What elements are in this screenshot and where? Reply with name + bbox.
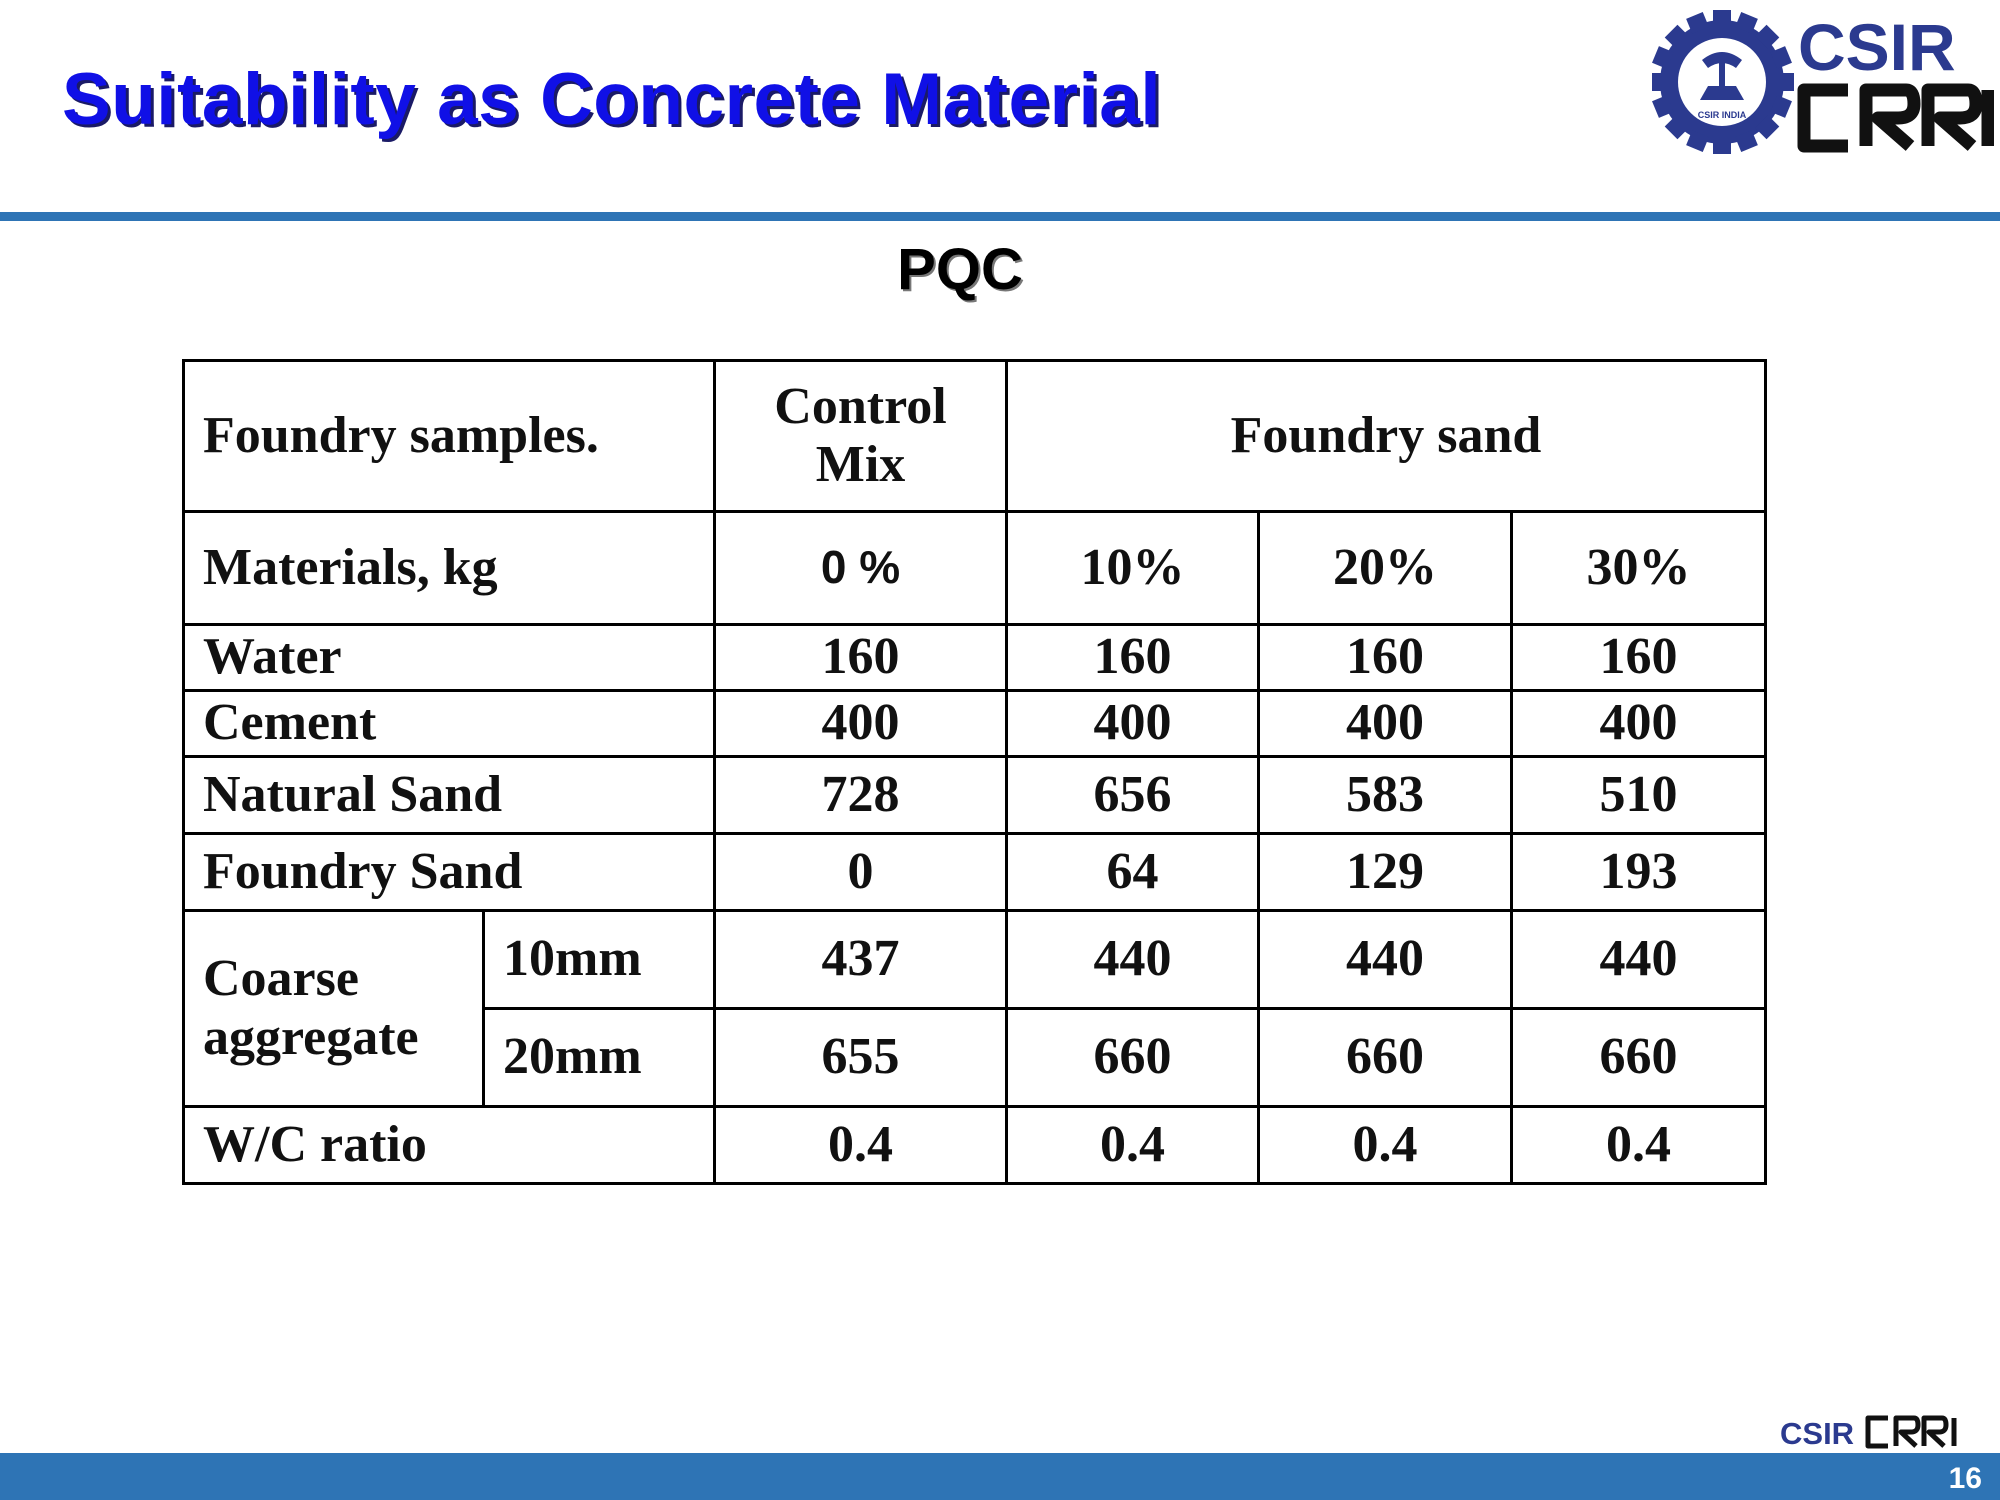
- value-cell: 660: [1512, 1009, 1766, 1107]
- table-heading: PQC: [897, 237, 1023, 302]
- value-cell: 0.4: [1512, 1107, 1766, 1184]
- value-cell: 160: [1007, 625, 1259, 691]
- row-label-cell: W/C ratio: [184, 1107, 715, 1184]
- table-row-wc-ratio: [184, 1107, 1766, 1184]
- table-row-coarse-10mm: [184, 911, 1766, 1009]
- value-cell: 655: [715, 1009, 1007, 1107]
- value-cell: 583: [1259, 757, 1512, 834]
- value-cell: 193: [1512, 834, 1766, 911]
- header-divider: [0, 212, 2000, 221]
- svg-text:CSIR: CSIR: [1780, 1416, 1855, 1451]
- mix-design-table: [182, 359, 1767, 1185]
- csir-gear-seal-icon: [1652, 10, 1794, 154]
- value-cell: 160: [1259, 625, 1512, 691]
- csir-crri-logo-graphic: [1652, 8, 1994, 154]
- size-label-cell: 20mm: [484, 1009, 715, 1107]
- value-cell: 0.4: [1007, 1107, 1259, 1184]
- value-cell: 437: [715, 911, 1007, 1009]
- footer-bar: [0, 1453, 2000, 1500]
- materials-row: [184, 512, 1766, 625]
- row-label-cell: Cement: [184, 691, 715, 757]
- coarse-aggregate-label-cell: Coarse aggregate: [184, 911, 484, 1107]
- table-row-water: [184, 625, 1766, 691]
- table-header-row: [184, 361, 1766, 512]
- crri-wordmark-icon: [1804, 90, 1988, 146]
- footer-csir-crri-logo: [1780, 1410, 1966, 1452]
- foundry-sand-header-cell: Foundry sand: [1007, 361, 1766, 512]
- table-row-cement: [184, 691, 1766, 757]
- percent-cell: 10%: [1007, 512, 1259, 625]
- control-mix-header-cell: Control Mix: [715, 361, 1007, 512]
- value-cell: 129: [1259, 834, 1512, 911]
- size-label-cell: 10mm: [484, 911, 715, 1009]
- footer-crri-wordmark-icon: [1868, 1418, 1954, 1446]
- row-label-cell: Natural Sand: [184, 757, 715, 834]
- value-cell: 400: [1259, 691, 1512, 757]
- value-cell: 400: [1007, 691, 1259, 757]
- value-cell: 440: [1259, 911, 1512, 1009]
- row-label-cell: Water: [184, 625, 715, 691]
- materials-label-cell: Materials, kg: [184, 512, 715, 625]
- value-cell: 656: [1007, 757, 1259, 834]
- samples-header-cell: Foundry samples.: [184, 361, 715, 512]
- value-cell: 660: [1259, 1009, 1512, 1107]
- value-cell: 64: [1007, 834, 1259, 911]
- percent-cell: 30%: [1512, 512, 1766, 625]
- csir-logo-text: CSIR: [1798, 10, 1956, 84]
- slide-title: Suitability as Concrete Material: [62, 59, 1162, 140]
- value-cell: 0: [715, 834, 1007, 911]
- svg-text:CSIR INDIA: CSIR INDIA: [1697, 110, 1747, 120]
- value-cell: 160: [715, 625, 1007, 691]
- csir-crri-logo: [1652, 8, 1994, 154]
- value-cell: 400: [715, 691, 1007, 757]
- value-cell: 160: [1512, 625, 1766, 691]
- value-cell: 440: [1007, 911, 1259, 1009]
- footer-logo-graphic: [1780, 1410, 1966, 1452]
- value-cell: 440: [1512, 911, 1766, 1009]
- value-cell: 728: [715, 757, 1007, 834]
- value-cell: 510: [1512, 757, 1766, 834]
- page-number: 16: [1948, 1462, 1982, 1495]
- table-row-natural-sand: [184, 757, 1766, 834]
- value-cell: 0.4: [715, 1107, 1007, 1184]
- table-row-foundry-sand: [184, 834, 1766, 911]
- percent-cell: 20%: [1259, 512, 1512, 625]
- percent-cell: 0 %: [715, 512, 1007, 625]
- value-cell: 660: [1007, 1009, 1259, 1107]
- value-cell: 0.4: [1259, 1107, 1512, 1184]
- value-cell: 400: [1512, 691, 1766, 757]
- row-label-cell: Foundry Sand: [184, 834, 715, 911]
